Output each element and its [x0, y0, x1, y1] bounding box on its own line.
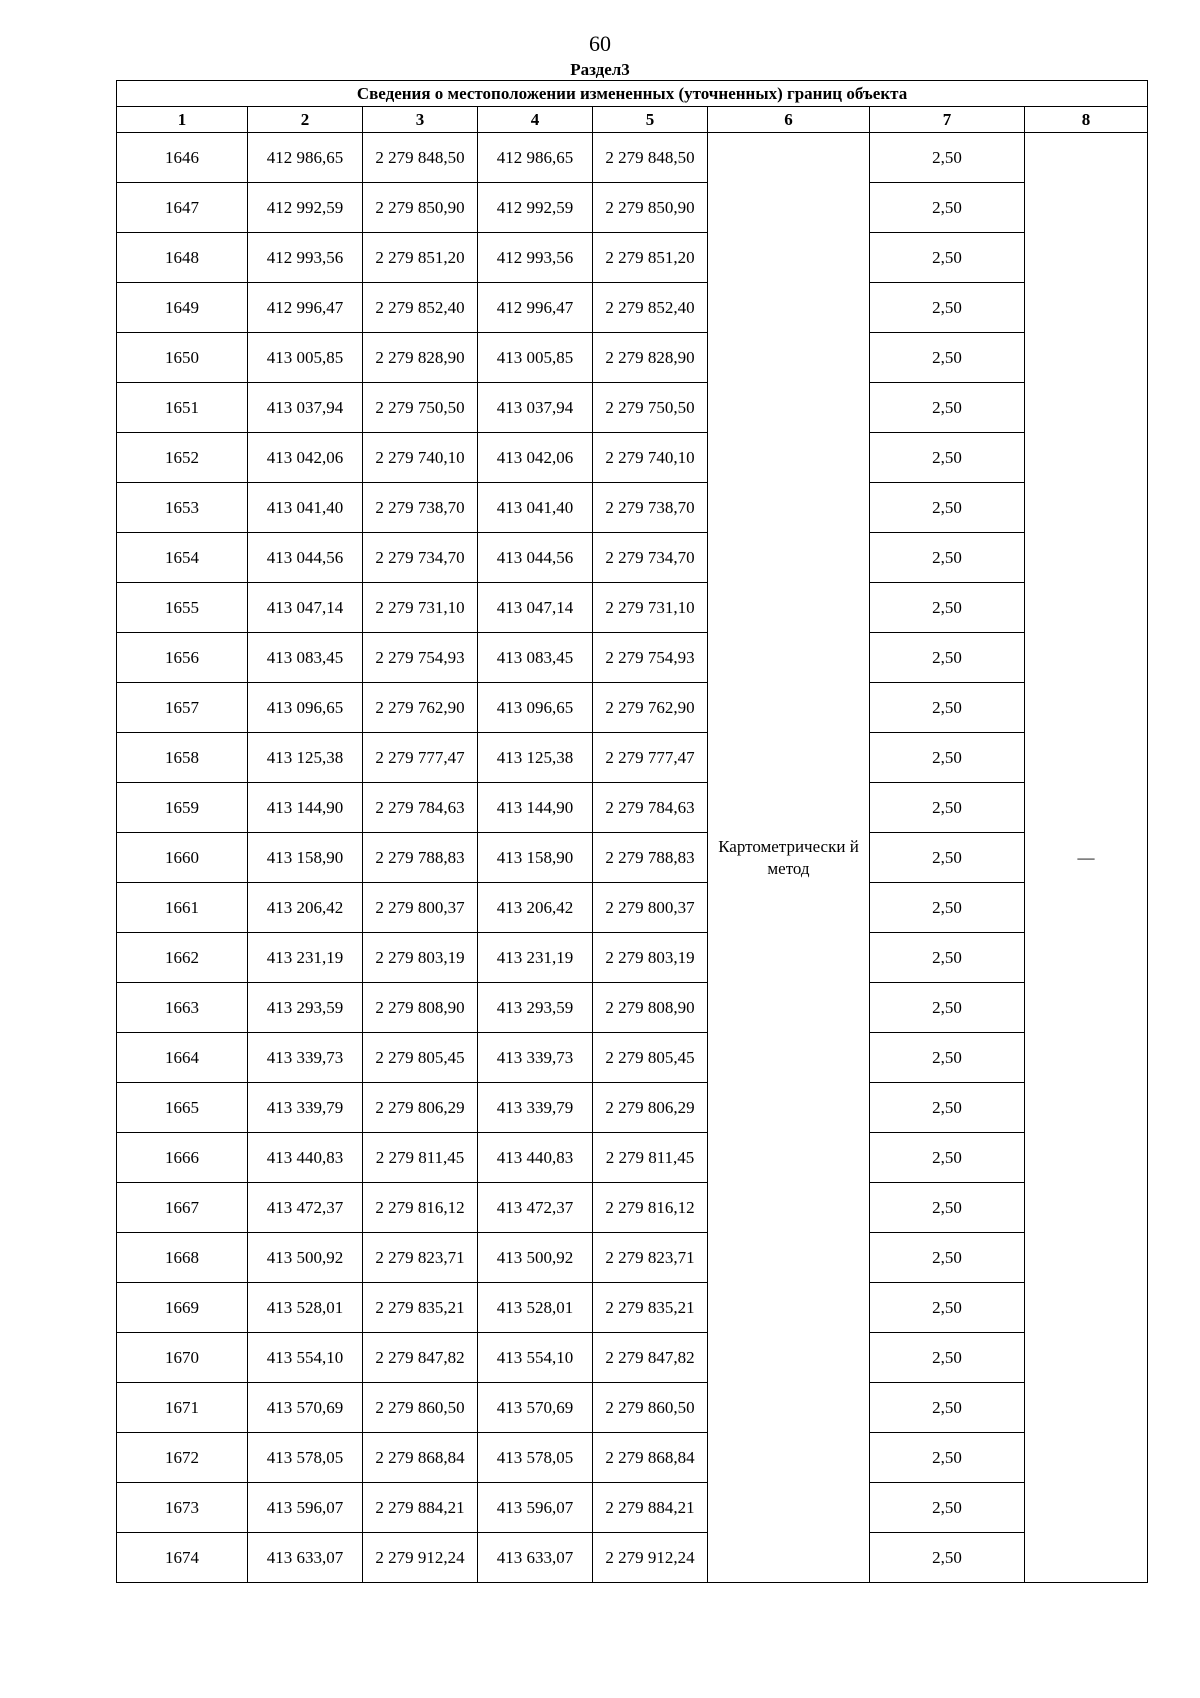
y-new-cell: 2 279 912,24 [593, 1533, 708, 1583]
table-row [117, 1333, 1148, 1383]
x-new-cell: 413 206,42 [478, 883, 593, 933]
x-new-cell: 413 554,10 [478, 1333, 593, 1383]
y-old-cell: 2 279 850,90 [363, 183, 478, 233]
y-old-cell: 2 279 884,21 [363, 1483, 478, 1533]
accuracy-cell: 2,50 [870, 783, 1025, 833]
x-old-cell: 413 596,07 [248, 1483, 363, 1533]
y-old-cell: 2 279 806,29 [363, 1083, 478, 1133]
y-new-cell: 2 279 848,50 [593, 133, 708, 183]
column-number: 1 [117, 107, 248, 133]
accuracy-cell: 2,50 [870, 633, 1025, 683]
y-new-cell: 2 279 850,90 [593, 183, 708, 233]
x-old-cell: 413 044,56 [248, 533, 363, 583]
accuracy-cell: 2,50 [870, 383, 1025, 433]
x-new-cell: 412 992,59 [478, 183, 593, 233]
column-numbers-row [117, 107, 1148, 133]
table-row [117, 1133, 1148, 1183]
y-old-cell: 2 279 784,63 [363, 783, 478, 833]
y-new-cell: 2 279 808,90 [593, 983, 708, 1033]
table-row [117, 183, 1148, 233]
y-old-cell: 2 279 848,50 [363, 133, 478, 183]
y-old-cell: 2 279 800,37 [363, 883, 478, 933]
x-new-cell: 413 096,65 [478, 683, 593, 733]
accuracy-cell: 2,50 [870, 1033, 1025, 1083]
y-old-cell: 2 279 777,47 [363, 733, 478, 783]
x-old-cell: 413 047,14 [248, 583, 363, 633]
method-cell: Картометрически й метод [708, 133, 870, 1583]
x-new-cell: 413 005,85 [478, 333, 593, 383]
x-old-cell: 413 005,85 [248, 333, 363, 383]
x-new-cell: 412 986,65 [478, 133, 593, 183]
accuracy-cell: 2,50 [870, 1283, 1025, 1333]
x-new-cell: 413 083,45 [478, 633, 593, 683]
x-old-cell: 413 500,92 [248, 1233, 363, 1283]
accuracy-cell: 2,50 [870, 733, 1025, 783]
accuracy-cell: 2,50 [870, 1333, 1025, 1383]
x-new-cell: 413 158,90 [478, 833, 593, 883]
point-number-cell: 1665 [117, 1083, 248, 1133]
y-old-cell: 2 279 852,40 [363, 283, 478, 333]
column-number: 7 [870, 107, 1025, 133]
x-old-cell: 412 992,59 [248, 183, 363, 233]
accuracy-cell: 2,50 [870, 333, 1025, 383]
y-new-cell: 2 279 851,20 [593, 233, 708, 283]
y-new-cell: 2 279 852,40 [593, 283, 708, 333]
y-new-cell: 2 279 868,84 [593, 1433, 708, 1483]
y-new-cell: 2 279 823,71 [593, 1233, 708, 1283]
y-new-cell: 2 279 738,70 [593, 483, 708, 533]
y-old-cell: 2 279 754,93 [363, 633, 478, 683]
y-old-cell: 2 279 828,90 [363, 333, 478, 383]
x-old-cell: 413 339,79 [248, 1083, 363, 1133]
y-new-cell: 2 279 777,47 [593, 733, 708, 783]
accuracy-cell: 2,50 [870, 1433, 1025, 1483]
x-old-cell: 413 339,73 [248, 1033, 363, 1083]
table-row [117, 1533, 1148, 1583]
x-old-cell: 413 158,90 [248, 833, 363, 883]
table-row [117, 883, 1148, 933]
y-old-cell: 2 279 912,24 [363, 1533, 478, 1583]
point-number-cell: 1651 [117, 383, 248, 433]
accuracy-cell: 2,50 [870, 233, 1025, 283]
table-row [117, 333, 1148, 383]
table-row [117, 133, 1148, 183]
y-old-cell: 2 279 734,70 [363, 533, 478, 583]
y-new-cell: 2 279 734,70 [593, 533, 708, 583]
accuracy-cell: 2,50 [870, 433, 1025, 483]
x-new-cell: 413 472,37 [478, 1183, 593, 1233]
table-body [117, 133, 1148, 1583]
point-number-cell: 1658 [117, 733, 248, 783]
page-number: 60 [589, 31, 611, 56]
accuracy-cell: 2,50 [870, 483, 1025, 533]
y-old-cell: 2 279 808,90 [363, 983, 478, 1033]
table-row [117, 1283, 1148, 1333]
table-row [117, 733, 1148, 783]
x-new-cell: 413 578,05 [478, 1433, 593, 1483]
y-new-cell: 2 279 750,50 [593, 383, 708, 433]
accuracy-cell: 2,50 [870, 283, 1025, 333]
y-old-cell: 2 279 811,45 [363, 1133, 478, 1183]
x-old-cell: 413 570,69 [248, 1383, 363, 1433]
point-number-cell: 1668 [117, 1233, 248, 1283]
point-number-cell: 1656 [117, 633, 248, 683]
y-old-cell: 2 279 740,10 [363, 433, 478, 483]
x-new-cell: 413 500,92 [478, 1233, 593, 1283]
x-old-cell: 412 996,47 [248, 283, 363, 333]
accuracy-cell: 2,50 [870, 1533, 1025, 1583]
point-number-cell: 1670 [117, 1333, 248, 1383]
column-number: 5 [593, 107, 708, 133]
point-number-cell: 1664 [117, 1033, 248, 1083]
table-row [117, 433, 1148, 483]
column-number: 6 [708, 107, 870, 133]
x-new-cell: 413 596,07 [478, 1483, 593, 1533]
y-new-cell: 2 279 811,45 [593, 1133, 708, 1183]
x-old-cell: 413 472,37 [248, 1183, 363, 1233]
column-number: 2 [248, 107, 363, 133]
x-old-cell: 413 041,40 [248, 483, 363, 533]
table-row [117, 983, 1148, 1033]
point-number-cell: 1654 [117, 533, 248, 583]
y-new-cell: 2 279 805,45 [593, 1033, 708, 1083]
x-old-cell: 413 206,42 [248, 883, 363, 933]
y-new-cell: 2 279 803,19 [593, 933, 708, 983]
point-number-cell: 1657 [117, 683, 248, 733]
x-new-cell: 413 528,01 [478, 1283, 593, 1333]
point-number-cell: 1669 [117, 1283, 248, 1333]
x-new-cell: 413 044,56 [478, 533, 593, 583]
y-new-cell: 2 279 762,90 [593, 683, 708, 733]
x-new-cell: 413 042,06 [478, 433, 593, 483]
table-row [117, 633, 1148, 683]
y-old-cell: 2 279 835,21 [363, 1283, 478, 1333]
point-number-cell: 1647 [117, 183, 248, 233]
x-old-cell: 412 986,65 [248, 133, 363, 183]
table-row [117, 533, 1148, 583]
table-caption: Сведения о местоположении измененных (уточненных) границ объекта [117, 81, 1148, 107]
point-number-cell: 1663 [117, 983, 248, 1033]
table-row [117, 233, 1148, 283]
table-row [117, 1383, 1148, 1433]
accuracy-cell: 2,50 [870, 1083, 1025, 1133]
y-old-cell: 2 279 847,82 [363, 1333, 478, 1383]
boundary-coordinates-table [116, 80, 1148, 1583]
y-new-cell: 2 279 788,83 [593, 833, 708, 883]
y-old-cell: 2 279 805,45 [363, 1033, 478, 1083]
x-old-cell: 413 231,19 [248, 933, 363, 983]
x-old-cell: 413 293,59 [248, 983, 363, 1033]
x-old-cell: 413 042,06 [248, 433, 363, 483]
point-number-cell: 1674 [117, 1533, 248, 1583]
x-old-cell: 413 528,01 [248, 1283, 363, 1333]
column-number: 4 [478, 107, 593, 133]
table-row [117, 933, 1148, 983]
point-number-cell: 1673 [117, 1483, 248, 1533]
x-new-cell: 412 996,47 [478, 283, 593, 333]
x-new-cell: 413 570,69 [478, 1383, 593, 1433]
accuracy-cell: 2,50 [870, 683, 1025, 733]
x-new-cell: 413 231,19 [478, 933, 593, 983]
y-old-cell: 2 279 823,71 [363, 1233, 478, 1283]
table-row [117, 1433, 1148, 1483]
point-number-cell: 1653 [117, 483, 248, 533]
note-cell: — [1025, 133, 1148, 1583]
x-old-cell: 413 144,90 [248, 783, 363, 833]
y-old-cell: 2 279 731,10 [363, 583, 478, 633]
accuracy-cell: 2,50 [870, 183, 1025, 233]
accuracy-cell: 2,50 [870, 933, 1025, 983]
x-new-cell: 413 293,59 [478, 983, 593, 1033]
accuracy-cell: 2,50 [870, 833, 1025, 883]
point-number-cell: 1660 [117, 833, 248, 883]
x-new-cell: 413 037,94 [478, 383, 593, 433]
x-new-cell: 413 125,38 [478, 733, 593, 783]
x-old-cell: 413 578,05 [248, 1433, 363, 1483]
point-number-cell: 1648 [117, 233, 248, 283]
accuracy-cell: 2,50 [870, 1183, 1025, 1233]
x-new-cell: 413 041,40 [478, 483, 593, 533]
y-new-cell: 2 279 731,10 [593, 583, 708, 633]
y-old-cell: 2 279 803,19 [363, 933, 478, 983]
point-number-cell: 1659 [117, 783, 248, 833]
y-old-cell: 2 279 816,12 [363, 1183, 478, 1233]
x-new-cell: 413 047,14 [478, 583, 593, 633]
x-old-cell: 413 096,65 [248, 683, 363, 733]
table-row [117, 1083, 1148, 1133]
accuracy-cell: 2,50 [870, 1133, 1025, 1183]
x-new-cell: 413 633,07 [478, 1533, 593, 1583]
y-new-cell: 2 279 816,12 [593, 1183, 708, 1233]
point-number-cell: 1662 [117, 933, 248, 983]
y-old-cell: 2 279 750,50 [363, 383, 478, 433]
y-new-cell: 2 279 800,37 [593, 883, 708, 933]
column-number: 8 [1025, 107, 1148, 133]
table-row [117, 483, 1148, 533]
x-old-cell: 413 633,07 [248, 1533, 363, 1583]
x-new-cell: 413 440,83 [478, 1133, 593, 1183]
table-row [117, 583, 1148, 633]
y-old-cell: 2 279 851,20 [363, 233, 478, 283]
y-old-cell: 2 279 738,70 [363, 483, 478, 533]
y-new-cell: 2 279 860,50 [593, 1383, 708, 1433]
point-number-cell: 1655 [117, 583, 248, 633]
accuracy-cell: 2,50 [870, 133, 1025, 183]
x-old-cell: 413 554,10 [248, 1333, 363, 1383]
x-new-cell: 413 339,73 [478, 1033, 593, 1083]
y-new-cell: 2 279 754,93 [593, 633, 708, 683]
accuracy-cell: 2,50 [870, 883, 1025, 933]
point-number-cell: 1667 [117, 1183, 248, 1233]
table-row [117, 1033, 1148, 1083]
y-new-cell: 2 279 847,82 [593, 1333, 708, 1383]
table-row [117, 683, 1148, 733]
table-row [117, 1483, 1148, 1533]
y-old-cell: 2 279 762,90 [363, 683, 478, 733]
y-new-cell: 2 279 884,21 [593, 1483, 708, 1533]
point-number-cell: 1672 [117, 1433, 248, 1483]
x-old-cell: 413 440,83 [248, 1133, 363, 1183]
point-number-cell: 1666 [117, 1133, 248, 1183]
y-new-cell: 2 279 740,10 [593, 433, 708, 483]
y-old-cell: 2 279 788,83 [363, 833, 478, 883]
column-number: 3 [363, 107, 478, 133]
point-number-cell: 1646 [117, 133, 248, 183]
table-row [117, 283, 1148, 333]
y-new-cell: 2 279 835,21 [593, 1283, 708, 1333]
point-number-cell: 1649 [117, 283, 248, 333]
accuracy-cell: 2,50 [870, 533, 1025, 583]
accuracy-cell: 2,50 [870, 1233, 1025, 1283]
x-old-cell: 413 125,38 [248, 733, 363, 783]
y-old-cell: 2 279 860,50 [363, 1383, 478, 1433]
accuracy-cell: 2,50 [870, 1483, 1025, 1533]
x-old-cell: 413 083,45 [248, 633, 363, 683]
x-old-cell: 413 037,94 [248, 383, 363, 433]
table-row [117, 833, 1148, 883]
table-row [117, 383, 1148, 433]
table-row [117, 1233, 1148, 1283]
point-number-cell: 1671 [117, 1383, 248, 1433]
y-old-cell: 2 279 868,84 [363, 1433, 478, 1483]
accuracy-cell: 2,50 [870, 983, 1025, 1033]
accuracy-cell: 2,50 [870, 583, 1025, 633]
table-row [117, 783, 1148, 833]
point-number-cell: 1652 [117, 433, 248, 483]
y-new-cell: 2 279 784,63 [593, 783, 708, 833]
x-new-cell: 413 339,79 [478, 1083, 593, 1133]
x-new-cell: 413 144,90 [478, 783, 593, 833]
point-number-cell: 1661 [117, 883, 248, 933]
section-title: Раздел3 [570, 60, 630, 79]
y-new-cell: 2 279 806,29 [593, 1083, 708, 1133]
accuracy-cell: 2,50 [870, 1383, 1025, 1433]
point-number-cell: 1650 [117, 333, 248, 383]
y-new-cell: 2 279 828,90 [593, 333, 708, 383]
x-old-cell: 412 993,56 [248, 233, 363, 283]
table-row [117, 1183, 1148, 1233]
x-new-cell: 412 993,56 [478, 233, 593, 283]
